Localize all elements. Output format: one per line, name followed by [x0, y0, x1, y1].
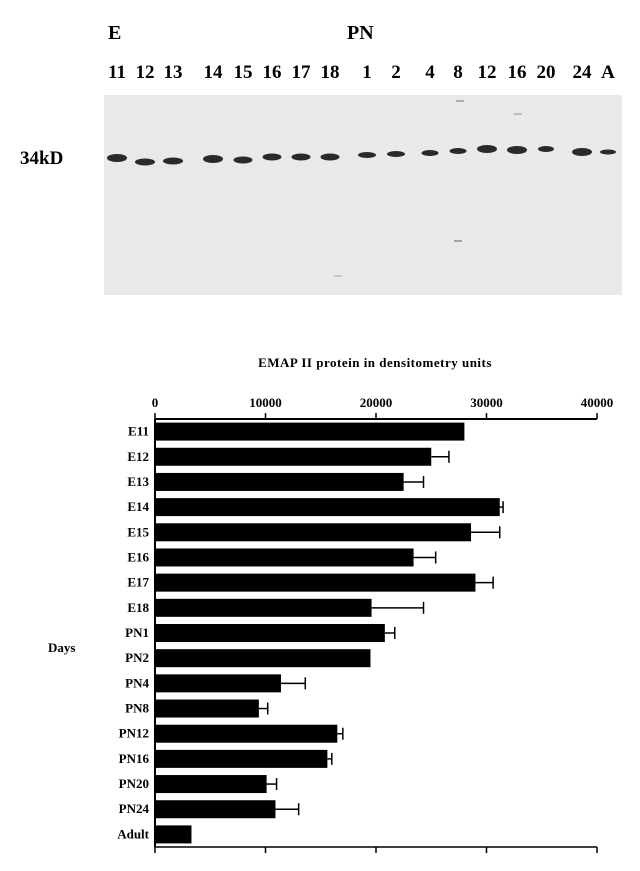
- chart-title: EMAP II protein in densitometry units: [258, 355, 492, 370]
- blot-lane-label: 16: [507, 62, 527, 83]
- category-label: PN4: [125, 675, 149, 691]
- category-label: PN1: [125, 625, 149, 640]
- bar: [155, 674, 281, 692]
- category-label: E12: [127, 448, 149, 464]
- western-blot-image: [104, 95, 622, 295]
- x-tick-label: 10000: [249, 395, 282, 410]
- blot-band: [135, 159, 155, 166]
- blot-lane-label: 14: [203, 62, 223, 83]
- category-label: PN24: [118, 801, 149, 817]
- category-label: PN16: [118, 750, 149, 766]
- bar: [155, 548, 414, 566]
- bar: [155, 523, 471, 541]
- category-label: E15: [127, 524, 149, 540]
- blot-lane-label: 17: [291, 62, 311, 83]
- blot-band: [507, 146, 527, 154]
- chart-marks: [117, 395, 613, 853]
- blot-lane-label: A: [601, 62, 615, 83]
- blot-band: [358, 152, 376, 158]
- blot-lane-label: 20: [536, 62, 556, 83]
- blot-band: [450, 148, 467, 154]
- category-label: E11: [128, 423, 149, 439]
- blot-lane-label: 2: [391, 62, 401, 83]
- blot-band: [292, 154, 311, 161]
- blot-bands: [104, 95, 622, 295]
- blot-lane-label: 24: [572, 62, 592, 83]
- category-label: PN8: [125, 700, 149, 716]
- x-tick-label: 0: [151, 395, 159, 410]
- category-label: E13: [127, 473, 149, 489]
- bar: [155, 599, 372, 617]
- category-label: E14: [127, 499, 149, 515]
- bar: [155, 624, 385, 642]
- category-label: E18: [127, 599, 149, 615]
- blot-artifact: [514, 113, 522, 115]
- blot-lane-label: 11: [108, 62, 126, 83]
- blot-lane-label: 16: [262, 62, 282, 83]
- x-tick-label: 30000: [470, 395, 503, 410]
- x-tick-label: 40000: [580, 395, 614, 410]
- blot-band: [387, 151, 405, 157]
- bar: [155, 649, 370, 667]
- category-label: PN12: [118, 725, 149, 741]
- blot-band: [107, 154, 127, 162]
- category-label: PN2: [125, 650, 149, 666]
- blot-lane-label: 12: [135, 62, 155, 83]
- blot-band: [321, 154, 340, 161]
- category-label: E17: [127, 574, 149, 590]
- blot-band: [234, 157, 253, 164]
- blot-band: [572, 148, 592, 156]
- blot-band: [538, 146, 554, 152]
- blot-lane-label: 1: [362, 62, 372, 83]
- blot-artifact: [334, 275, 342, 277]
- blot-lane-label: 13: [163, 62, 183, 83]
- blot-lane-label: 8: [453, 62, 463, 83]
- bar: [155, 473, 404, 491]
- bar: [155, 700, 259, 718]
- bar: [155, 725, 337, 743]
- blot-group-label-e: E: [108, 22, 122, 44]
- blot-band: [163, 158, 183, 165]
- bar: [155, 775, 267, 793]
- bar: [155, 423, 464, 441]
- bar: [155, 800, 275, 818]
- blot-band: [477, 145, 497, 153]
- blot-band: [203, 155, 223, 163]
- blot-lane-label: 15: [233, 62, 253, 83]
- blot-artifact: [456, 100, 464, 102]
- y-axis-label: Days: [48, 640, 76, 655]
- category-label: E16: [127, 549, 149, 565]
- bar: [155, 825, 191, 843]
- blot-marker-label: 34kD: [20, 148, 64, 169]
- blot-band: [600, 150, 616, 155]
- blot-band: [422, 150, 439, 156]
- bar: [155, 448, 431, 466]
- category-label: Adult: [117, 826, 149, 842]
- bar: [155, 574, 475, 592]
- bar: [155, 750, 327, 768]
- bar: [155, 498, 500, 516]
- blot-lane-label: 4: [425, 62, 435, 83]
- x-tick-label: 20000: [359, 395, 393, 410]
- blot-group-label-pn: PN: [347, 22, 374, 44]
- blot-lane-label: 18: [320, 62, 340, 83]
- bar-chart: [0, 340, 640, 871]
- blot-lane-label: 12: [477, 62, 497, 83]
- blot-band: [263, 154, 282, 161]
- category-label: PN20: [118, 776, 149, 792]
- blot-artifact: [454, 240, 462, 242]
